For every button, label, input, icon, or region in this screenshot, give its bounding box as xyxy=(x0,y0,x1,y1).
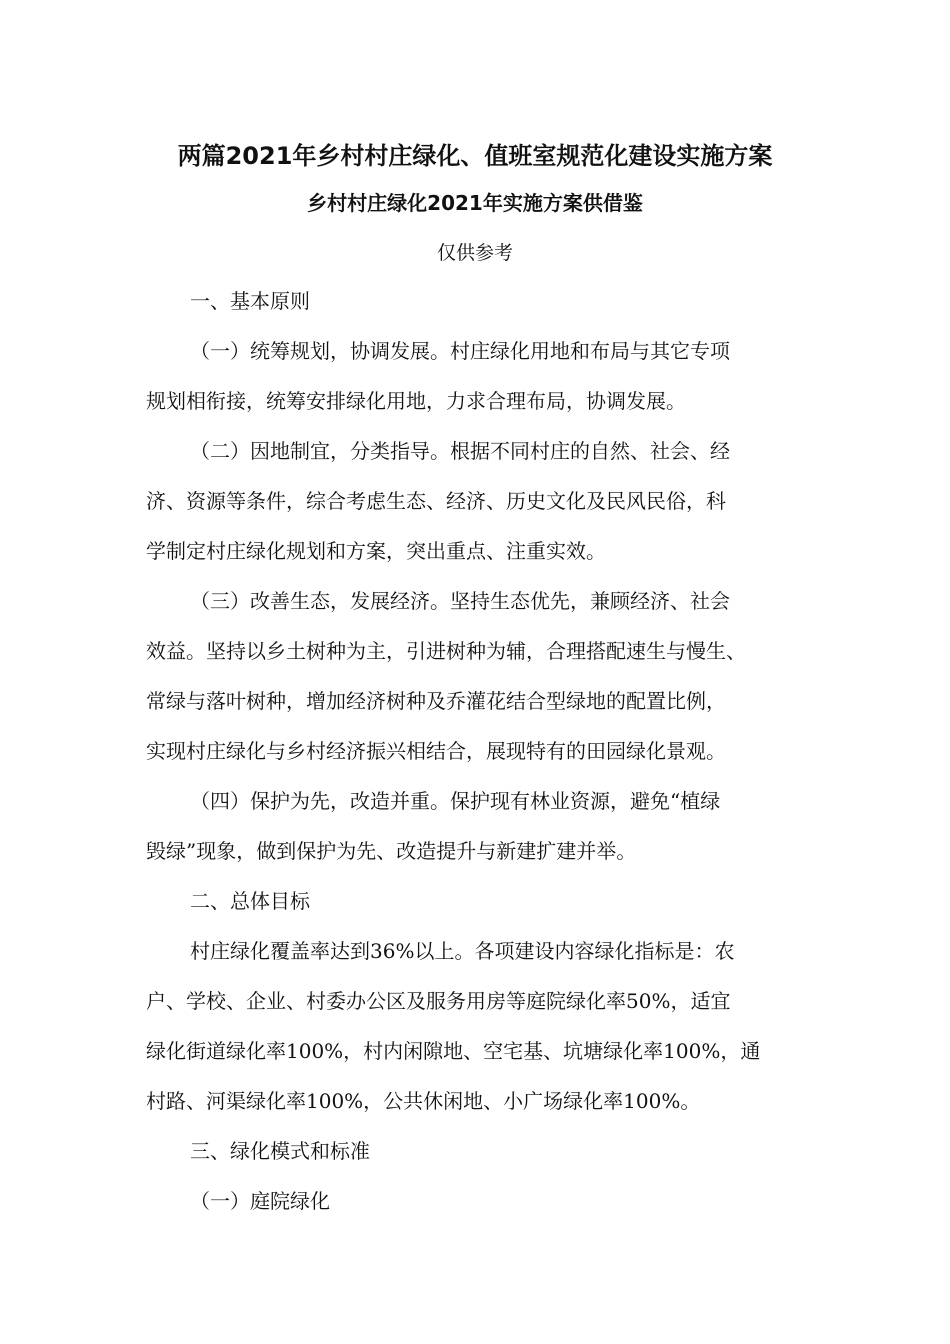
paragraph-line: 户、学校、企业、村委办公区及服务用房等庭院绿化率50%，适宜 xyxy=(146,989,731,1013)
document-subtitle: 乡村村庄绿化2021年实施方案供借鉴 xyxy=(307,191,643,215)
paragraph-line: 常绿与落叶树种，增加经济树种及乔灌花结合型绿地的配置比例， xyxy=(146,689,726,713)
paragraph-line: （二）因地制宜，分类指导。根据不同村庄的自然、社会、经 xyxy=(190,439,730,463)
document-title: 两篇2021年乡村村庄绿化、值班室规范化建设实施方案 xyxy=(177,142,773,170)
paragraph-line: 济、资源等条件，综合考虑生态、经济、历史文化及民风民俗，科 xyxy=(146,489,726,513)
section-heading-2: 二、总体目标 xyxy=(190,889,310,913)
section-heading-1: 一、基本原则 xyxy=(190,289,310,313)
paragraph-line: 效益。坚持以乡土树种为主，引进树种为辅，合理搭配速生与慢生、 xyxy=(146,639,746,663)
paragraph-line: （三）改善生态，发展经济。坚持生态优先，兼顾经济、社会 xyxy=(190,589,730,613)
paragraph-line: 实现村庄绿化与乡村经济振兴相结合，展现特有的田园绿化景观。 xyxy=(146,739,726,763)
section-heading-3: 三、绿化模式和标准 xyxy=(190,1139,370,1163)
reference-note: 仅供参考 xyxy=(436,242,513,264)
paragraph-line: 学制定村庄绿化规划和方案，突出重点、注重实效。 xyxy=(146,539,606,563)
paragraph-line: （一）统筹规划，协调发展。村庄绿化用地和布局与其它专项 xyxy=(190,339,730,363)
paragraph-line: 规划相衔接，统筹安排绿化用地，力求合理布局，协调发展。 xyxy=(146,389,686,413)
subsection-heading: （一）庭院绿化 xyxy=(190,1189,330,1213)
paragraph-line: 毁绿”现象，做到保护为先、改造提升与新建扩建并举。 xyxy=(146,839,637,863)
paragraph-line: 村庄绿化覆盖率达到36%以上。各项建设内容绿化指标是：农 xyxy=(190,939,735,963)
paragraph-line: 村路、河渠绿化率100%，公共休闲地、小广场绿化率100%。 xyxy=(146,1089,701,1113)
paragraph-line: （四）保护为先，改造并重。保护现有林业资源，避免“植绿 xyxy=(190,789,721,813)
paragraph-line: 绿化街道绿化率100%，村内闲隙地、空宅基、坑塘绿化率100%，通 xyxy=(146,1039,761,1063)
